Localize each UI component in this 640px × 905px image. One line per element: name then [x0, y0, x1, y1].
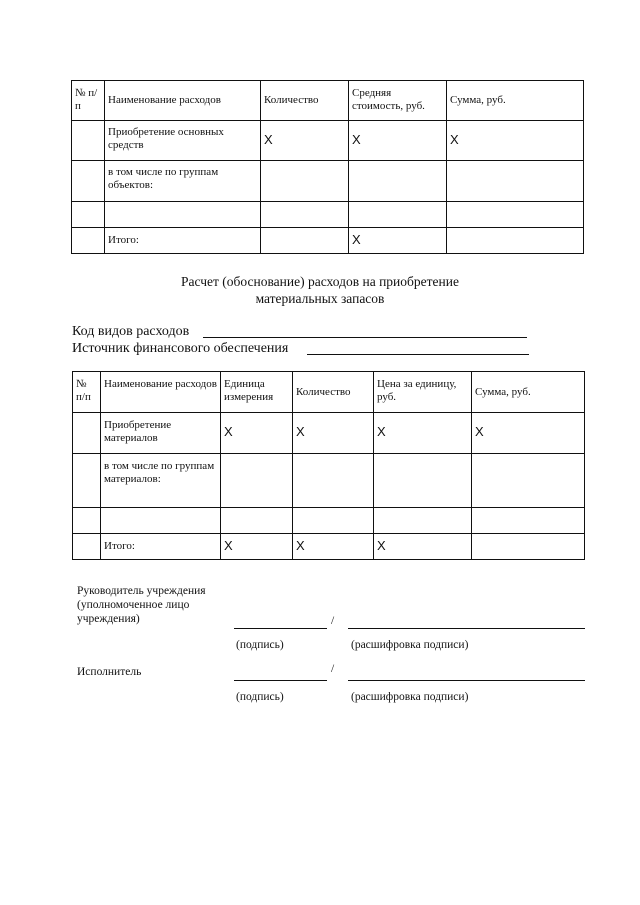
cell	[72, 228, 105, 254]
cell	[293, 454, 374, 508]
table-header-row	[72, 81, 584, 121]
header-expense-name: Наименование расходов	[105, 81, 261, 121]
cell	[349, 161, 447, 202]
total-label: Итого:	[105, 228, 261, 254]
expense-code-field[interactable]	[203, 337, 527, 338]
signature-separator: /	[331, 615, 335, 627]
cell: Приобретение основных средств	[105, 121, 261, 161]
cell: X	[472, 413, 585, 454]
signature-caption: (подпись)	[236, 639, 284, 651]
header-sum: Сумма, руб.	[447, 81, 584, 121]
cell	[261, 202, 349, 228]
cell	[447, 161, 584, 202]
header-quantity: Количество	[261, 81, 349, 121]
cell	[261, 228, 349, 254]
header-expense-name: Наименование расходов	[101, 372, 221, 413]
section-title-line1: Расчет (обоснование) расходов на приобретение	[181, 274, 459, 289]
executor-label: Исполнитель	[77, 666, 142, 678]
table-row-total	[72, 228, 584, 254]
cell: X	[349, 121, 447, 161]
section-title-line2: материальных запасов	[255, 291, 385, 306]
cell	[374, 454, 472, 508]
cell	[293, 508, 374, 534]
total-label: Итого:	[101, 534, 221, 560]
cell: X	[221, 413, 293, 454]
table-row	[72, 161, 584, 202]
expense-code-label: Код видов расходов	[72, 324, 190, 339]
cell	[374, 508, 472, 534]
cell: в том числе по группам объектов:	[105, 161, 261, 202]
executor-signature-field[interactable]	[234, 680, 327, 681]
cell: X	[293, 413, 374, 454]
cell	[73, 454, 101, 508]
cell	[221, 508, 293, 534]
cell	[447, 228, 584, 254]
cell: X	[374, 534, 472, 560]
cell: X	[293, 534, 374, 560]
cell	[221, 454, 293, 508]
cell: X	[374, 413, 472, 454]
expense-table-fixed-assets	[71, 80, 584, 254]
cell	[472, 508, 585, 534]
head-of-institution-label: Руководитель учреждения (уполномоченное лицо учреждения)	[77, 585, 206, 625]
signature-decode-caption: (расшифровка подписи)	[351, 639, 469, 651]
cell: в том числе по группам материалов:	[101, 454, 221, 508]
header-sum: Сумма, руб.	[472, 372, 585, 413]
header-avg-cost: Средняя стоимость, руб.	[349, 81, 447, 121]
table-row	[72, 121, 584, 161]
cell: Приобретение материалов	[101, 413, 221, 454]
cell: X	[261, 121, 349, 161]
table-row	[73, 413, 585, 454]
funding-source-label: Источник финансового обеспечения	[72, 341, 289, 356]
cell	[73, 534, 101, 560]
head-signature-field[interactable]	[234, 628, 327, 629]
cell	[261, 161, 349, 202]
table-header-row	[73, 372, 585, 413]
header-number: № п/п	[73, 372, 101, 413]
cell: X	[221, 534, 293, 560]
cell	[72, 161, 105, 202]
cell	[472, 534, 585, 560]
head-signature-decode-field[interactable]	[348, 628, 585, 629]
funding-source-field[interactable]	[307, 354, 529, 355]
signature-decode-caption: (расшифровка подписи)	[351, 691, 469, 703]
cell	[73, 508, 101, 534]
cell	[472, 454, 585, 508]
expense-table-materials	[72, 371, 585, 560]
signature-caption: (подпись)	[236, 691, 284, 703]
cell	[73, 413, 101, 454]
cell	[72, 121, 105, 161]
header-quantity: Количество	[293, 372, 374, 413]
table-row-total	[73, 534, 585, 560]
cell	[349, 202, 447, 228]
header-number: № п/п	[72, 81, 105, 121]
cell: X	[447, 121, 584, 161]
executor-signature-decode-field[interactable]	[348, 680, 585, 681]
header-unit-price: Цена за единицу, руб.	[374, 372, 472, 413]
table-row	[73, 508, 585, 534]
table-row	[73, 454, 585, 508]
signature-separator: /	[331, 663, 335, 675]
cell	[447, 202, 584, 228]
cell	[72, 202, 105, 228]
table-row	[72, 202, 584, 228]
cell	[101, 508, 221, 534]
header-unit: Единица измерения	[221, 372, 293, 413]
cell	[105, 202, 261, 228]
cell: X	[349, 228, 447, 254]
